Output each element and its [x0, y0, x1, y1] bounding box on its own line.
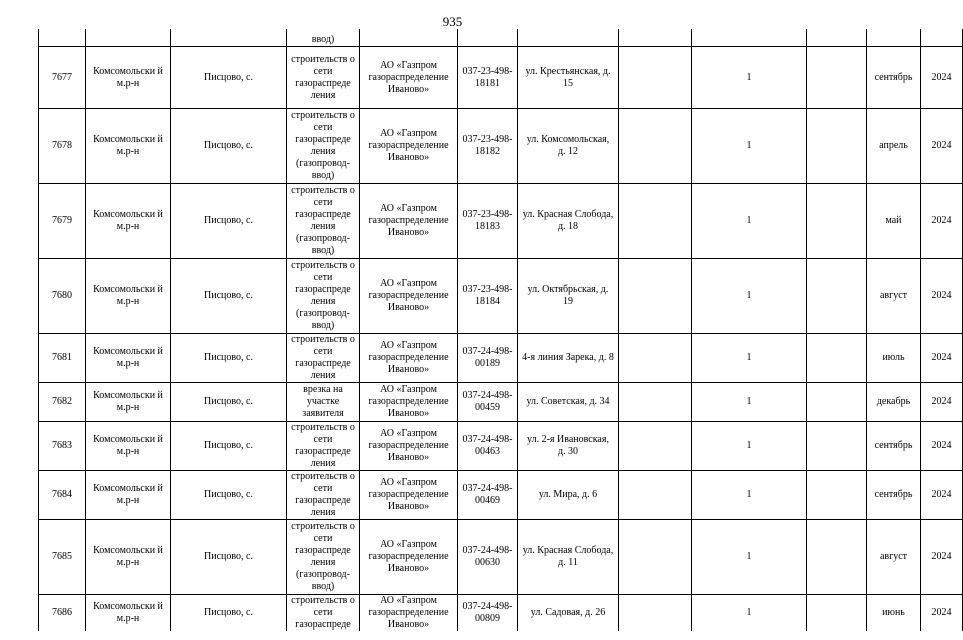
application-number-cell: 037-24-498-00463	[458, 422, 518, 471]
empty-cell	[807, 259, 867, 334]
row-number-cell: 7682	[39, 383, 86, 422]
settlement-cell: Писцово, с.	[171, 595, 287, 632]
organization-cell: АО «Газпром газораспределение Иваново»	[360, 47, 458, 109]
cell	[807, 29, 867, 47]
page-number: 935	[442, 14, 463, 29]
month-cell: август	[867, 520, 921, 595]
cell	[171, 29, 287, 47]
table-row	[39, 184, 963, 259]
settlement-cell: Писцово, с.	[171, 184, 287, 259]
empty-cell	[807, 47, 867, 109]
table-row	[39, 422, 963, 471]
table-row	[39, 471, 963, 520]
organization-cell: АО «Газпром газораспределение Иваново»	[360, 595, 458, 632]
table-row	[39, 109, 963, 184]
row-number-cell: 7679	[39, 184, 86, 259]
work-type-cell: строительств о сети газораспреде ления (газопровод-ввод)	[287, 184, 360, 259]
application-number-cell: 037-24-498-00469	[458, 471, 518, 520]
work-type-cell: врезка на участке заявителя	[287, 383, 360, 422]
work-type-cell: строительств о сети газораспреде ления	[287, 334, 360, 383]
work-type-cell: строительств о сети газораспреде	[287, 595, 360, 632]
empty-cell	[807, 383, 867, 422]
work-type-cell: строительств о сети газораспреде ления	[287, 471, 360, 520]
organization-cell: АО «Газпром газораспределение Иваново»	[360, 259, 458, 334]
address-cell: ул. Красная Слобода, д. 18	[518, 184, 619, 259]
row-number-cell: 7677	[39, 47, 86, 109]
work-type-cell: строительств о сети газораспреде ления	[287, 422, 360, 471]
table-row	[39, 47, 963, 109]
application-number-cell: 037-23-498-18182	[458, 109, 518, 184]
year-cell: 2024	[921, 471, 963, 520]
month-cell: апрель	[867, 109, 921, 184]
application-number-cell: 037-24-498-00189	[458, 334, 518, 383]
year-cell: 2024	[921, 109, 963, 184]
cell	[692, 29, 807, 47]
work-type-cell: строительств о сети газораспреде ления (газопровод-ввод)	[287, 259, 360, 334]
organization-cell: АО «Газпром газораспределение Иваново»	[360, 422, 458, 471]
row-number-cell: 7686	[39, 595, 86, 632]
organization-cell: АО «Газпром газораспределение Иваново»	[360, 471, 458, 520]
quantity-cell: 1	[692, 109, 807, 184]
month-cell: сентябрь	[867, 422, 921, 471]
row-number-cell: 7683	[39, 422, 86, 471]
cell	[360, 29, 458, 47]
district-cell: Комсомольски й м.р-н	[86, 109, 171, 184]
application-number-cell: 037-24-498-00630	[458, 520, 518, 595]
quantity-cell: 1	[692, 383, 807, 422]
work-type-cell: строительств о сети газораспреде ления (газопровод-ввод)	[287, 109, 360, 184]
month-cell: май	[867, 184, 921, 259]
empty-cell	[807, 520, 867, 595]
cell	[86, 29, 171, 47]
address-cell: ул. 2-я Ивановская, д. 30	[518, 422, 619, 471]
year-cell: 2024	[921, 520, 963, 595]
empty-cell	[619, 259, 692, 334]
empty-cell	[619, 334, 692, 383]
year-cell: 2024	[921, 334, 963, 383]
address-cell: ул. Крестьянская, д. 15	[518, 47, 619, 109]
organization-cell: АО «Газпром газораспределение Иваново»	[360, 184, 458, 259]
quantity-cell: 1	[692, 422, 807, 471]
settlement-cell: Писцово, с.	[171, 471, 287, 520]
organization-cell: АО «Газпром газораспределение Иваново»	[360, 520, 458, 595]
row-number-cell: 7684	[39, 471, 86, 520]
district-cell: Комсомольски й м.р-н	[86, 471, 171, 520]
empty-cell	[619, 109, 692, 184]
month-cell: июнь	[867, 595, 921, 632]
month-cell: август	[867, 259, 921, 334]
table-row	[39, 595, 963, 632]
month-cell: сентябрь	[867, 471, 921, 520]
address-cell: ул. Октябрьская, д. 19	[518, 259, 619, 334]
district-cell: Комсомольски й м.р-н	[86, 383, 171, 422]
organization-cell: АО «Газпром газораспределение Иваново»	[360, 383, 458, 422]
application-number-cell: 037-23-498-18184	[458, 259, 518, 334]
cell	[518, 29, 619, 47]
month-cell: июль	[867, 334, 921, 383]
cell: ввод)	[287, 29, 360, 47]
row-number-cell: 7680	[39, 259, 86, 334]
row-number-cell: 7681	[39, 334, 86, 383]
cell	[619, 29, 692, 47]
month-cell: сентябрь	[867, 47, 921, 109]
empty-cell	[807, 595, 867, 632]
district-cell: Комсомольски й м.р-н	[86, 334, 171, 383]
table-row	[39, 334, 963, 383]
settlement-cell: Писцово, с.	[171, 109, 287, 184]
empty-cell	[619, 184, 692, 259]
cell	[458, 29, 518, 47]
year-cell: 2024	[921, 595, 963, 632]
empty-cell	[619, 520, 692, 595]
empty-cell	[807, 184, 867, 259]
district-cell: Комсомольски й м.р-н	[86, 520, 171, 595]
empty-cell	[619, 595, 692, 632]
row-number-cell: 7678	[39, 109, 86, 184]
address-cell: ул. Советская, д. 34	[518, 383, 619, 422]
table-row	[39, 383, 963, 422]
application-number-cell: 037-24-498-00809	[458, 595, 518, 632]
month-cell: декабрь	[867, 383, 921, 422]
year-cell: 2024	[921, 383, 963, 422]
quantity-cell: 1	[692, 259, 807, 334]
quantity-cell: 1	[692, 334, 807, 383]
work-type-cell: строительств о сети газораспреде ления (газопровод-ввод)	[287, 520, 360, 595]
application-number-cell: 037-23-498-18183	[458, 184, 518, 259]
quantity-cell: 1	[692, 47, 807, 109]
table-row	[39, 520, 963, 595]
district-cell: Комсомольски й м.р-н	[86, 595, 171, 632]
empty-cell	[807, 334, 867, 383]
cell	[867, 29, 921, 47]
quantity-cell: 1	[692, 471, 807, 520]
quantity-cell: 1	[692, 520, 807, 595]
address-cell: ул. Садовая, д. 26	[518, 595, 619, 632]
cell	[921, 29, 963, 47]
address-cell: ул. Комсомольская, д. 12	[518, 109, 619, 184]
empty-cell	[807, 109, 867, 184]
quantity-cell: 1	[692, 595, 807, 632]
empty-cell	[619, 383, 692, 422]
settlement-cell: Писцово, с.	[171, 422, 287, 471]
empty-cell	[619, 47, 692, 109]
district-cell: Комсомольски й м.р-н	[86, 47, 171, 109]
empty-cell	[619, 471, 692, 520]
empty-cell	[619, 422, 692, 471]
row-number-cell: 7685	[39, 520, 86, 595]
address-cell: ул. Мира, д. 6	[518, 471, 619, 520]
year-cell: 2024	[921, 259, 963, 334]
year-cell: 2024	[921, 184, 963, 259]
registry-table	[38, 29, 963, 631]
district-cell: Комсомольски й м.р-н	[86, 259, 171, 334]
cell	[39, 29, 86, 47]
settlement-cell: Писцово, с.	[171, 520, 287, 595]
settlement-cell: Писцово, с.	[171, 383, 287, 422]
year-cell: 2024	[921, 47, 963, 109]
year-cell: 2024	[921, 422, 963, 471]
empty-cell	[807, 422, 867, 471]
quantity-cell: 1	[692, 184, 807, 259]
address-cell: 4-я линия Зарека, д. 8	[518, 334, 619, 383]
district-cell: Комсомольски й м.р-н	[86, 422, 171, 471]
settlement-cell: Писцово, с.	[171, 259, 287, 334]
settlement-cell: Писцово, с.	[171, 334, 287, 383]
work-type-cell: строительств о сети газораспреде ления	[287, 47, 360, 109]
settlement-cell: Писцово, с.	[171, 47, 287, 109]
table-body	[39, 29, 963, 631]
table-row	[39, 259, 963, 334]
address-cell: ул. Красная Слобода, д. 11	[518, 520, 619, 595]
application-number-cell: 037-24-498-00459	[458, 383, 518, 422]
application-number-cell: 037-23-498-18181	[458, 47, 518, 109]
organization-cell: АО «Газпром газораспределение Иваново»	[360, 109, 458, 184]
district-cell: Комсомольски й м.р-н	[86, 184, 171, 259]
continued-row	[39, 29, 963, 47]
organization-cell: АО «Газпром газораспределение Иваново»	[360, 334, 458, 383]
empty-cell	[807, 471, 867, 520]
